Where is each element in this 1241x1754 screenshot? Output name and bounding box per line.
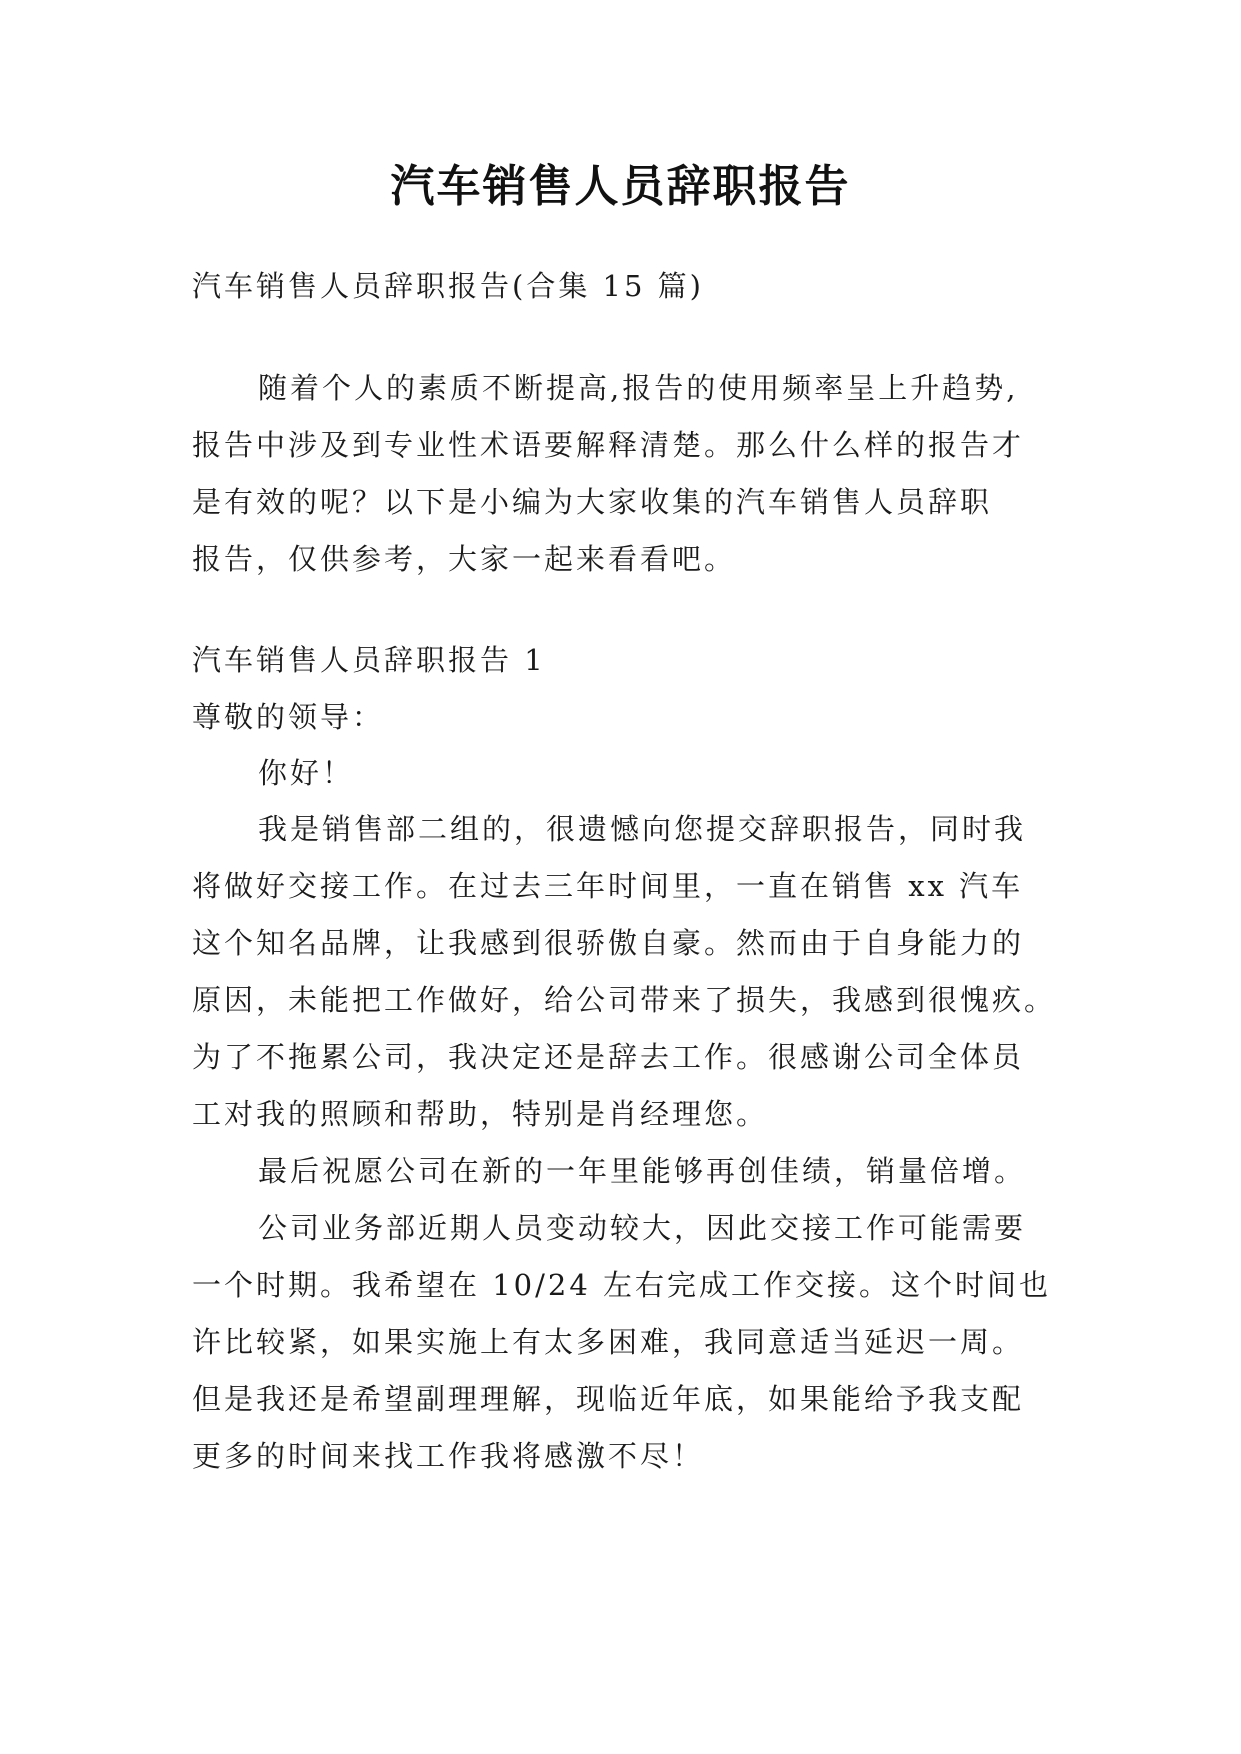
body-line: 工对我的照顾和帮助，特别是肖经理您。 bbox=[192, 1097, 769, 1131]
body-line: 为了不拖累公司，我决定还是辞去工作。很感谢公司全体员 bbox=[192, 1040, 1025, 1074]
body-line: 一个时期。我希望在 10/24 左右完成工作交接。这个时间也 bbox=[192, 1268, 1052, 1302]
body-line: 公司业务部近期人员变动较大，因此交接工作可能需要 bbox=[258, 1211, 1027, 1245]
intro-line: 是有效的呢？以下是小编为大家收集的汽车销售人员辞职 bbox=[192, 485, 993, 519]
body-line: 我是销售部二组的，很遗憾向您提交辞职报告，同时我 bbox=[258, 812, 1027, 846]
body-line: 将做好交接工作。在过去三年时间里，一直在销售 xx 汽车 bbox=[192, 869, 1024, 903]
body-line: 许比较紧，如果实施上有太多困难，我同意适当延迟一周。 bbox=[192, 1325, 1025, 1359]
intro-line: 报告中涉及到专业性术语要解释清楚。那么什么样的报告才 bbox=[192, 428, 1025, 462]
document-title: 汽车销售人员辞职报告 bbox=[390, 161, 851, 212]
body-line: 最后祝愿公司在新的一年里能够再创佳绩，销量倍增。 bbox=[258, 1154, 1027, 1188]
intro-line: 报告，仅供参考，大家一起来看看吧。 bbox=[192, 542, 737, 576]
greeting: 你好！ bbox=[258, 756, 355, 790]
body-line: 这个知名品牌，让我感到很骄傲自豪。然而由于自身能力的 bbox=[192, 926, 1025, 960]
body-line: 原因，未能把工作做好，给公司带来了损失，我感到很愧疚。 bbox=[192, 983, 1057, 1017]
salutation: 尊敬的领导： bbox=[192, 700, 385, 734]
section-heading: 汽车销售人员辞职报告 1 bbox=[192, 643, 546, 677]
body-line: 更多的时间来找工作我将感激不尽！ bbox=[192, 1439, 705, 1473]
document-subtitle: 汽车销售人员辞职报告(合集 15 篇) bbox=[192, 269, 704, 303]
body-line: 但是我还是希望副理理解，现临近年底，如果能给予我支配 bbox=[192, 1382, 1025, 1416]
intro-line: 随着个人的素质不断提高,报告的使用频率呈上升趋势, bbox=[258, 371, 1019, 405]
